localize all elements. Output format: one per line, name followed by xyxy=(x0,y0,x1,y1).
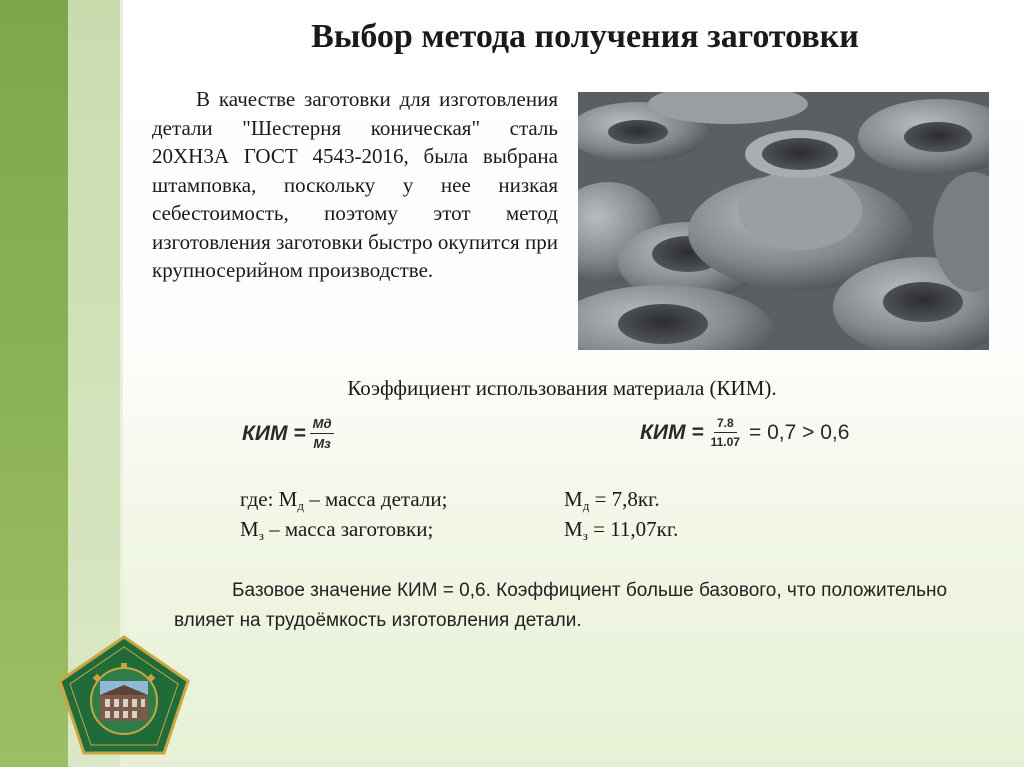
definition-row-blank-mass xyxy=(240,514,679,544)
kim-caption: Коэффициент использования материала (КИМ). xyxy=(347,376,777,400)
value-subscript: з xyxy=(582,528,588,543)
fraction-numerator: 7.8 xyxy=(714,416,737,433)
kim-formula-calculated xyxy=(640,416,849,449)
definition-row-part-mass xyxy=(240,484,660,514)
conclusion-text: Базовое значение КИМ = 0,6. Коэффициент больше базового, что положительно влияет на трудоёмкость изготовления детали. xyxy=(174,580,948,631)
definition-subscript: з xyxy=(258,528,264,543)
formula-lhs: КИМ = xyxy=(242,421,306,445)
fraction-numerator: Мд xyxy=(310,416,335,434)
value-amount: = 11,07кг. xyxy=(587,517,679,541)
formula-result: = 0,7 > 0,6 xyxy=(748,420,850,444)
fraction-denominator: Мз xyxy=(313,436,331,451)
main-paragraph: В качестве заготовки для изготовления детали "Шестерня коническая" сталь 20ХН3А ГОСТ 4543-2016, была выбрана штамповка, поскольку у нее низкая себестоимость, поэтому этот метод изготовления заготовки быстро окупится при крупносерийном производстве. xyxy=(152,87,558,282)
slide-title: Выбор метода получения заготовки xyxy=(311,18,859,55)
definition-value xyxy=(564,514,678,551)
university-emblem-logo xyxy=(58,635,190,755)
mass-definitions xyxy=(240,484,679,544)
definition-text: – масса заготовки; xyxy=(263,517,434,541)
formula-fraction xyxy=(708,416,743,449)
value-subscript: д xyxy=(582,498,590,513)
formula-lhs: КИМ = xyxy=(640,420,704,444)
definition-symbol: где: М xyxy=(240,487,298,511)
forged-blanks-photo xyxy=(578,92,989,350)
formula-fraction xyxy=(310,416,335,451)
kim-formula-general xyxy=(242,416,334,451)
value-symbol: М xyxy=(564,487,583,511)
definition-text: – масса детали; xyxy=(303,487,448,511)
value-amount: = 7,8кг. xyxy=(589,487,660,511)
value-symbol: М xyxy=(564,517,583,541)
definition-symbol: М xyxy=(240,517,259,541)
fraction-denominator: 11.07 xyxy=(710,435,740,449)
definition-subscript: д xyxy=(297,498,304,513)
